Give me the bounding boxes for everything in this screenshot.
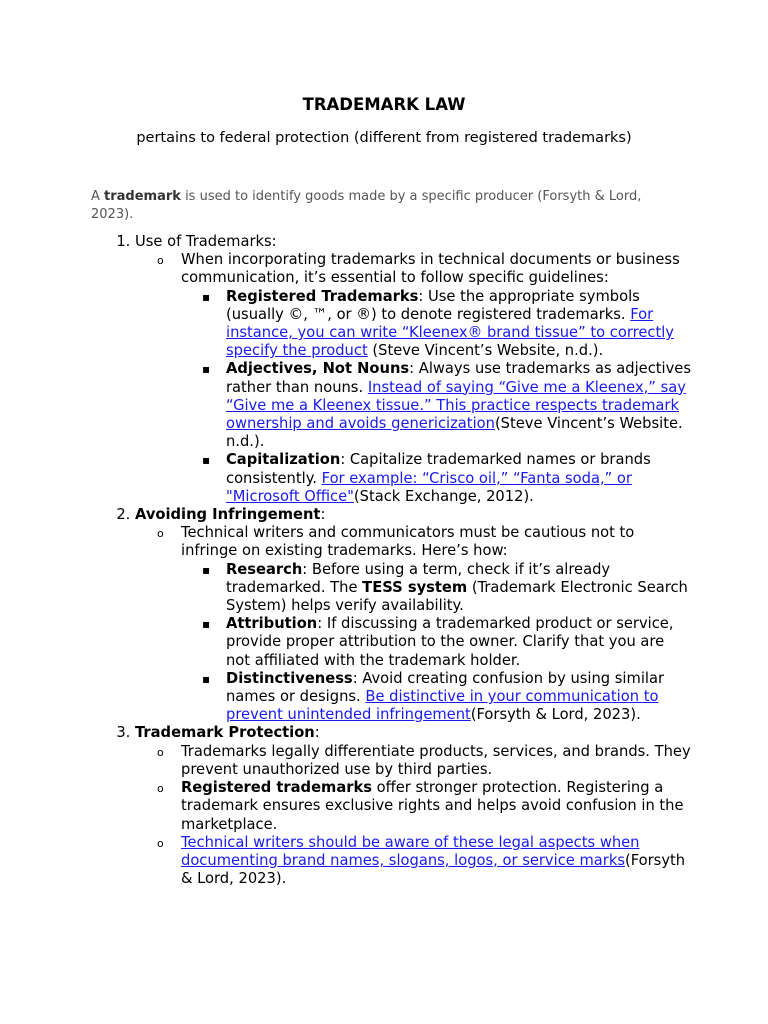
legal-aspects-link[interactable]: Technical writers should be aware of these legal aspects when documenting brand names, slogans, logos, or service marks: [181, 833, 640, 869]
bullet-adjectives-not-nouns: [226, 360, 691, 451]
bullet-list: [181, 288, 691, 506]
section-use-of-trademarks: [135, 233, 691, 506]
citation-text: (Forsyth & Lord, 2023).: [470, 706, 641, 724]
bullet-text: : Use the appropriate symbols (usually ©, ™, or ®) to denote registered trademarks.: [226, 287, 640, 323]
document-subtitle: pertains to federal protection (different from registered trademarks): [136, 130, 632, 146]
kleenex-brand-link[interactable]: For instance, you can write “Kleenex® brand tissue” to correctly specify the product: [226, 305, 674, 360]
section-avoiding-infringement: [135, 506, 691, 724]
distinctive-communication-link[interactable]: Be distinctive in your communication to prevent unintended infringement: [226, 688, 659, 724]
bullet-distinctiveness: [226, 670, 691, 725]
section-heading: Use of Trademarks:: [135, 233, 277, 250]
list-item-bold: Registered trademarks: [181, 779, 372, 797]
list-item-text: When incorporating trademarks in technical documents or business communication, it’s essential to follow specific guidelines:: [181, 251, 680, 287]
bullet-capitalization: [226, 451, 691, 506]
intro-paragraph: [91, 188, 671, 224]
document-title: TRADEMARK LAW: [302, 95, 466, 114]
list-item: [181, 779, 691, 834]
list-item-text: Technical writers and communicators must be cautious not to infringe on existing trademarks. Here’s how:: [181, 524, 635, 560]
heading-suffix: :: [314, 724, 320, 742]
bullet-bold: Research: [226, 560, 303, 578]
intro-prefix: A: [91, 189, 105, 204]
bullet-text: : Capitalize trademarked names or brands consistently.: [226, 451, 651, 487]
list-item: [181, 251, 691, 506]
citation-text: (Steve Vincent’s Website. n.d.).: [226, 415, 683, 451]
intro-bold-term: trademark: [104, 189, 181, 204]
bullet-bold: Attribution: [226, 615, 318, 633]
bullet-text-2: (Trademark Electronic Search System) helps verify availability.: [226, 578, 688, 615]
bullet-text: : If discussing a trademarked product or service, provide proper attribution to the owner. Clarify that you are not affiliated with the trademark holder.: [226, 615, 674, 669]
list-item: [181, 834, 691, 889]
bullet-research: [226, 561, 691, 616]
citation-text: (Steve Vincent’s Website, n.d.).: [367, 342, 604, 360]
numbered-list: [91, 233, 691, 888]
section-trademark-protection: [135, 724, 691, 888]
bullet-text: : Before using a term, check if it’s already trademarked. The: [226, 560, 611, 596]
citation-text: (Forsyth & Lord, 2023).: [181, 851, 686, 888]
tess-system-bold: TESS system: [362, 578, 468, 596]
list-item: [181, 524, 691, 724]
bullet-bold: Capitalization: [226, 451, 341, 469]
sub-list: [135, 524, 691, 724]
section-heading: Trademark Protection: [135, 724, 315, 742]
genericization-link[interactable]: Instead of saying “Give me a Kleenex,” say “Give me a Kleenex tissue.” This practice respects trademark ownership and avoids genericization: [226, 378, 686, 433]
citation-text: (Stack Exchange, 2012).: [353, 487, 534, 505]
list-item-text: offer stronger protection. Registering a trademark ensures exclusive rights and helps avoid confusion in the marketplace.: [181, 779, 684, 833]
heading-suffix: :: [320, 506, 326, 524]
bullet-bold: Registered Trademarks: [226, 287, 419, 305]
bullet-text: : Always use trademarks as adjectives rather than nouns.: [226, 360, 691, 396]
bullet-text: : Avoid creating confusion by using similar names or designs.: [226, 669, 665, 706]
intro-rest: is used to identify goods made by a specific producer (Forsyth & Lord, 2023).: [91, 189, 642, 222]
sub-list: [135, 743, 691, 889]
bullet-registered-trademarks: [226, 288, 691, 361]
bullet-bold: Distinctiveness: [226, 669, 353, 687]
capitalization-example-link[interactable]: For example: “Crisco oil,” “Fanta soda,” or "Microsoft Office": [226, 469, 632, 505]
outline: [91, 233, 691, 888]
list-item: [181, 743, 691, 779]
sub-list: [135, 251, 691, 506]
section-heading: Avoiding Infringement: [135, 506, 321, 524]
bullet-attribution: [226, 615, 691, 670]
list-item-text: Trademarks legally differentiate products, services, and brands. They prevent unauthorized use by third parties.: [181, 742, 691, 778]
bullet-list: [181, 561, 691, 725]
bullet-bold: Adjectives, Not Nouns: [226, 360, 410, 378]
